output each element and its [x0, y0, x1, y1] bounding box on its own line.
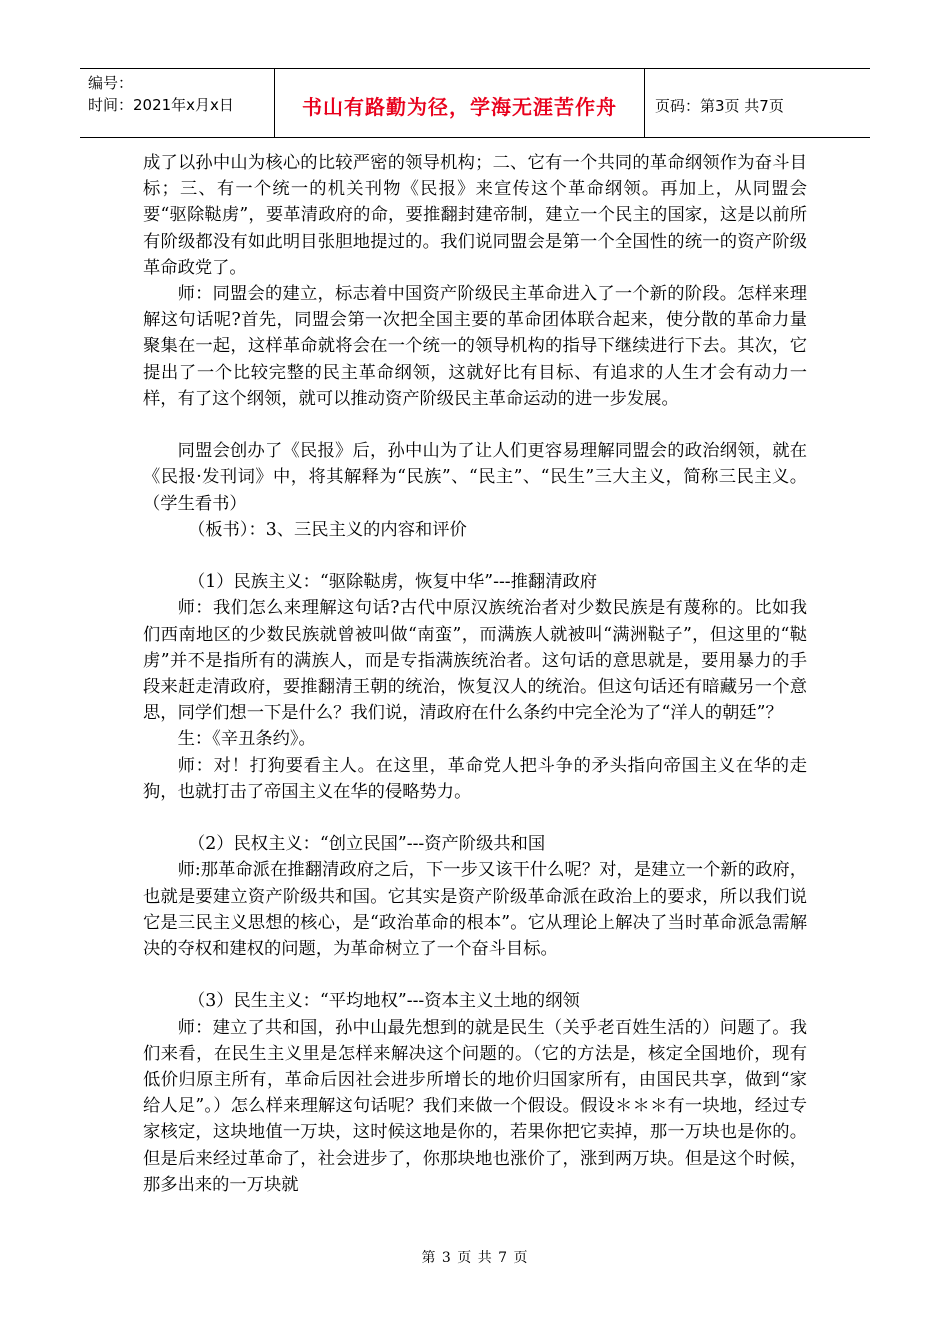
paragraph: 师:那革命派在推翻清政府之后，下一步又该干什么呢？对，是建立一个新的政府，也就是要建立资产阶级共和国。它其实是资产阶级革命派在政治上的要求，所以我们说它是三民主义思想的核心，是“政治革命的根本”。它从理论上解决了当时革命派急需解决的夺权和建权的问题，为革命树立了一个奋斗目标。	[143, 860, 807, 960]
paragraph-spacer	[143, 412, 807, 438]
header-meta	[80, 69, 275, 137]
number-label: 编号：	[88, 74, 134, 92]
section-heading: （1）民族主义：“驱除鞑虏，恢复中华”---推翻清政府	[187, 572, 598, 593]
paragraph: 师：我们怎么来理解这句话?古代中原汉族统治者对少数民族是有蔑称的。比如我们西南地区的少数民族就曾被叫做“南蛮”，而满族人就被叫“满洲鞑子”，但这里的“鞑虏”并不是指所有的满族人，而是专指满族统治者。这句话的意思就是，要用暴力的手段来赶走清政府，要推翻清王朝的统治，恢复汉人的统治。但这句话还有暗藏另一个意思，同学们想一下是什么？我们说，清政府在什么条约中完全沦为了“洋人的朝廷”？	[143, 598, 807, 724]
section-heading: （2）民权主义：“创立民国”---资产阶级共和国	[187, 834, 546, 855]
paragraph: 师：建立了共和国，孙中山最先想到的就是民生（关乎老百姓生活的）问题了。我们来看，在民生主义里是怎样来解决这个问题的。（它的方法是，核定全国地价，现有低价归原主所有，革命后因社会进步所增长的地价归国家所有，由国民共享，做到“家给人足”。）怎么样来理解这句话呢？我们来做一个假设。假设＊＊＊有一块地，经过专家核定，这块地值一万块，这时候这地是你的，若果你把它卖掉，那一万块也是你的。但是后来经过革命了，社会进步了，你那块地也涨价了，涨到两万块。但是这个时候，那多出来的一万块就	[143, 1017, 807, 1195]
paragraph: 生：《辛丑条约》。	[177, 729, 316, 750]
paragraph-spacer	[143, 962, 807, 988]
page-header	[80, 68, 870, 138]
paragraph: 同盟会创办了《民报》后，孙中山为了让人们更容易理解同盟会的政治纲领，就在《民报·发刊词》中，将其解释为“民族”、“民主”、“民生”三大主义，简称三民主义。（学生看书）	[143, 441, 807, 514]
header-page-info: 页码：第3页 共7页	[655, 96, 784, 115]
paragraph: 师：同盟会的建立，标志着中国资产阶级民主革命进入了一个新的阶段。怎样来理解这句话呢?首先，同盟会第一次把全国主要的革命团体联合起来，使分散的革命力量聚集在一起，这样革命就将会在一个统一的领导机构的指导下继续进行下去。其次，它提出了一个比较完整的民主革命纲领，这就好比有目标、有追求的人生才会有动力一样，有了这个纲领，就可以推动资产阶级民主革命运动的进一步发展。	[143, 284, 807, 409]
document-body	[143, 150, 807, 1198]
page-footer: 第 3 页 共 7 页	[421, 1250, 529, 1266]
paragraph: 师：对！打狗要看主人。在这里，革命党人把斗争的矛头指向帝国主义在华的走狗，也就打击了帝国主义在华的侵略势力。	[143, 755, 807, 802]
paragraph-spacer	[143, 543, 807, 569]
header-motto: 书山有路勤为径，学海无涯苦作舟	[275, 69, 645, 137]
board-heading: （板书）：3、三民主义的内容和评价	[187, 519, 467, 540]
time-label: 时间：2021年x月x日	[88, 96, 234, 114]
section-heading: （3）民生主义：“平均地权”---资本主义土地的纲领	[187, 991, 580, 1012]
paragraph: 成了以孙中山为核心的比较严密的领导机构；二、它有一个共同的革命纲领作为奋斗目标；三、有一个统一的机关刊物《民报》来宣传这个革命纲领。再加上，从同盟会要“驱除鞑虏”，要革清政府的命，要推翻封建帝制，建立一个民主的国家，这是以前所有阶级都没有如此明目张胆地提过的。我们说同盟会是第一个全国性的统一的资产阶级革命政党了。	[143, 153, 807, 278]
paragraph-spacer	[143, 805, 807, 831]
